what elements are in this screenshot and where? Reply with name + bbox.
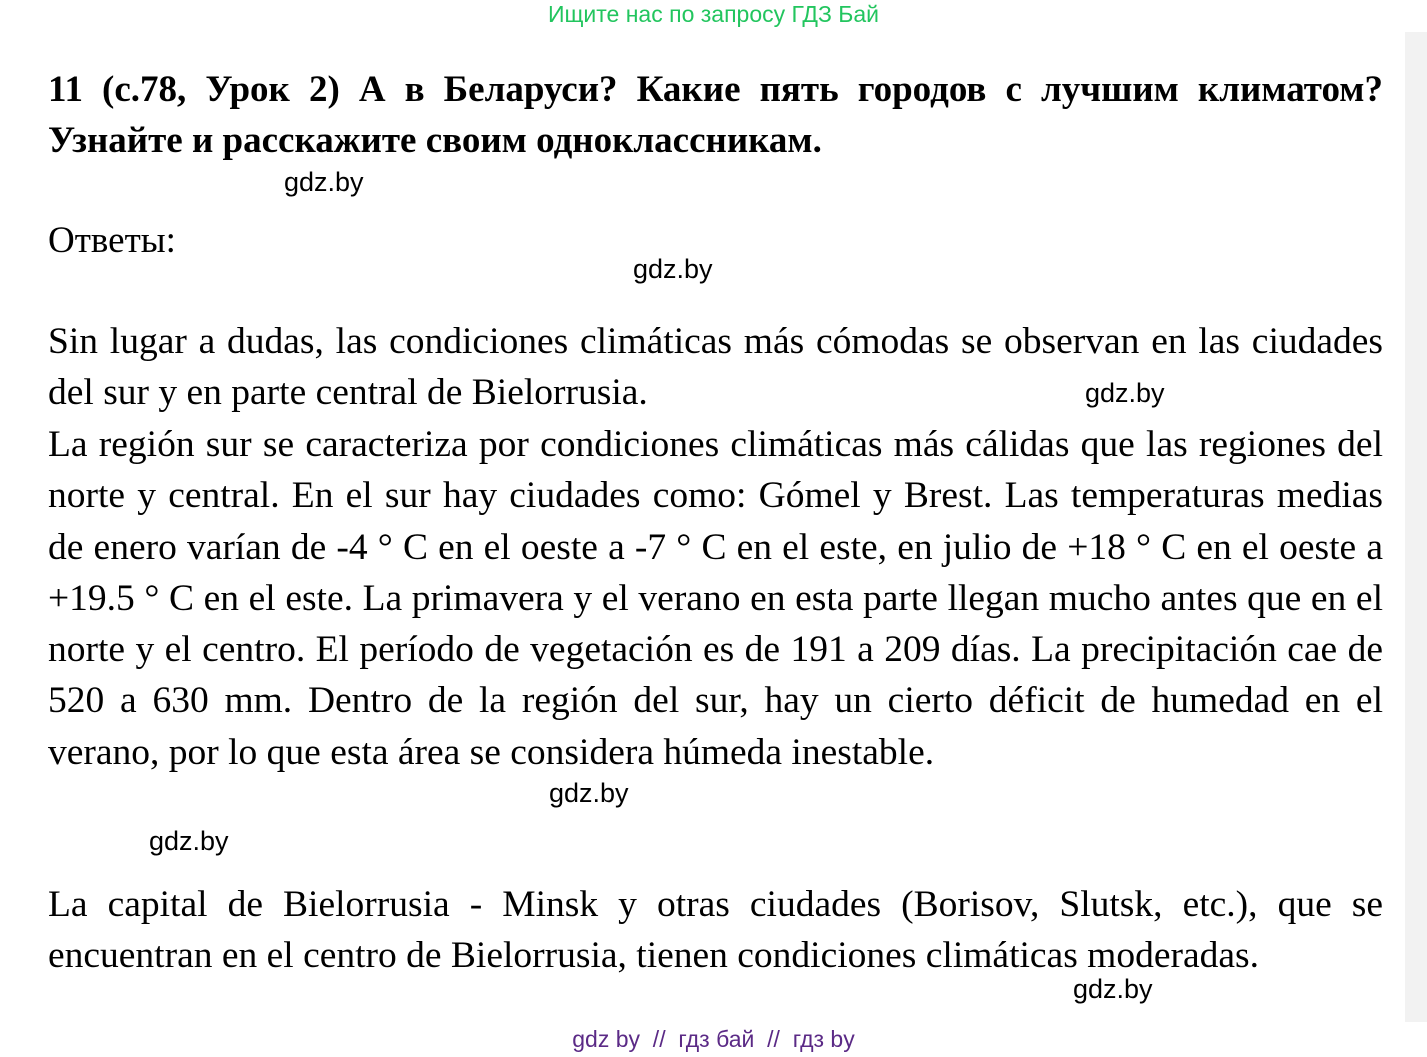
watermark: gdz.by bbox=[549, 778, 629, 808]
answer-paragraph-3: La capital de Bielorrusia - Minsk y otras ciudades (Borisov, Slutsk, etc.), que se encuentran en el centro de Bielorrusia, tienen condiciones climáticas moderadas. bbox=[48, 884, 1383, 977]
watermark: gdz.by bbox=[149, 826, 229, 856]
watermark: gdz.by bbox=[633, 254, 713, 284]
task-title: 11 (с.78, Урок 2) А в Беларуси? Какие пять городов с лучшим климатом? Узнайте и расскажите своим одноклассникам. bbox=[48, 69, 1383, 161]
footer-links: gdz by // гдз бай // гдз by bbox=[572, 1026, 855, 1052]
answer-paragraph-2: La región sur se caracteriza por condiciones climáticas más cálidas que las regiones del norte y central. En el sur hay ciudades como: Gómel y Brest. Las temperaturas medias de enero varían de -4 ° C en el oeste a -7 ° C en el este, en julio de +18 ° C en el oeste a +19.5 ° C en el este. La primavera y el verano en esta parte llegan mucho antes que en el norte y el centro. El período de vegetación es de 191 a 209 días. La precipitación cae de 520 a 630 mm. Dentro de la región del sur, hay un cierto déficit de humedad en el verano, por lo que esta área se considera húmeda inestable. bbox=[48, 424, 1383, 773]
watermark: gdz.by bbox=[1085, 378, 1165, 408]
search-hint-banner: Ищите нас по запросу ГДЗ Бай bbox=[547, 1, 880, 27]
scrollbar-track[interactable] bbox=[1405, 32, 1427, 1022]
answers-label: Ответы: bbox=[48, 220, 176, 261]
answer-paragraph-1: Sin lugar a dudas, las condiciones climáticas más cómodas se observan en las ciudades del sur y en parte central de Bielorrusia. bbox=[48, 321, 1383, 414]
watermark: gdz.by bbox=[284, 167, 364, 197]
watermark: gdz.by bbox=[1073, 974, 1153, 1004]
